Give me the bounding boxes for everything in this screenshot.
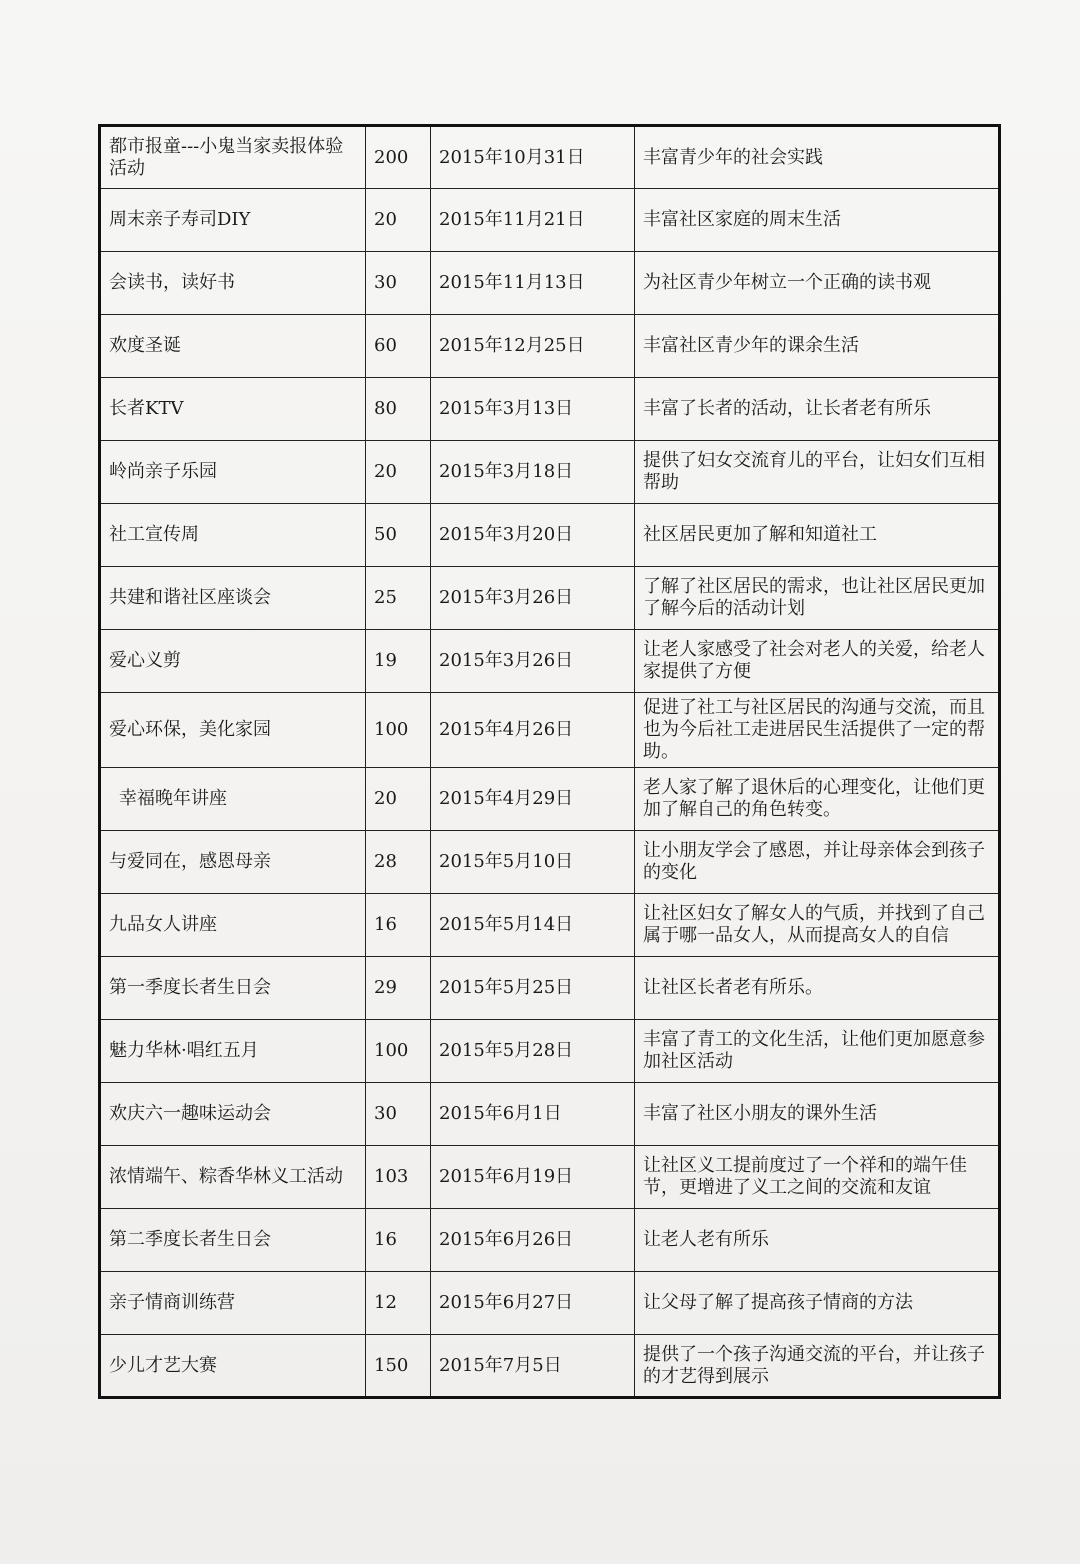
- activity-effect-cell: 为社区青少年树立一个正确的读书观: [635, 252, 1000, 315]
- activity-effect-cell: 丰富青少年的社会实践: [635, 126, 1000, 189]
- activity-effect-cell: 社区居民更加了解和知道社工: [635, 504, 1000, 567]
- activity-name-cell: 长者KTV: [100, 378, 366, 441]
- activity-date-cell: 2015年12月25日: [431, 315, 635, 378]
- activity-table: [98, 124, 1001, 1399]
- participant-count-cell: 25: [366, 567, 431, 630]
- participant-count-cell: 200: [366, 126, 431, 189]
- participant-count-cell: 100: [366, 1020, 431, 1083]
- table-row: [100, 1146, 1000, 1209]
- activity-date-cell: 2015年7月5日: [431, 1335, 635, 1398]
- participant-count-cell: 19: [366, 630, 431, 693]
- participant-count-cell: 30: [366, 252, 431, 315]
- table-row: [100, 831, 1000, 894]
- activity-name-cell: 亲子情商训练营: [100, 1272, 366, 1335]
- participant-count-cell: 100: [366, 693, 431, 768]
- participant-count-cell: 20: [366, 189, 431, 252]
- participant-count-cell: 16: [366, 1209, 431, 1272]
- table-row: [100, 315, 1000, 378]
- activity-date-cell: 2015年11月21日: [431, 189, 635, 252]
- activity-date-cell: 2015年3月13日: [431, 378, 635, 441]
- table-row: [100, 768, 1000, 831]
- activity-date-cell: 2015年3月26日: [431, 630, 635, 693]
- table-row: [100, 567, 1000, 630]
- activity-effect-cell: 让父母了解了提高孩子情商的方法: [635, 1272, 1000, 1335]
- table-row: [100, 504, 1000, 567]
- participant-count-cell: 30: [366, 1083, 431, 1146]
- activity-effect-cell: 丰富了青工的文化生活，让他们更加愿意参加社区活动: [635, 1020, 1000, 1083]
- activity-name-cell: 九品女人讲座: [100, 894, 366, 957]
- participant-count-cell: 28: [366, 831, 431, 894]
- activity-date-cell: 2015年6月27日: [431, 1272, 635, 1335]
- activity-effect-cell: 丰富社区青少年的课余生活: [635, 315, 1000, 378]
- activity-name-cell: 社工宣传周: [100, 504, 366, 567]
- participant-count-cell: 150: [366, 1335, 431, 1398]
- activity-date-cell: 2015年3月18日: [431, 441, 635, 504]
- activity-name-cell: 爱心义剪: [100, 630, 366, 693]
- table-row: [100, 1083, 1000, 1146]
- activity-effect-cell: 丰富了社区小朋友的课外生活: [635, 1083, 1000, 1146]
- activity-date-cell: 2015年5月28日: [431, 1020, 635, 1083]
- activity-effect-cell: 丰富了长者的活动，让长者老有所乐: [635, 378, 1000, 441]
- activity-effect-cell: 让老人家感受了社会对老人的关爱，给老人家提供了方便: [635, 630, 1000, 693]
- activity-date-cell: 2015年5月10日: [431, 831, 635, 894]
- activity-date-cell: 2015年5月14日: [431, 894, 635, 957]
- activity-effect-cell: 让社区妇女了解女人的气质，并找到了自己属于哪一品女人，从而提高女人的自信: [635, 894, 1000, 957]
- activity-name-cell: 爱心环保，美化家园: [100, 693, 366, 768]
- participant-count-cell: 103: [366, 1146, 431, 1209]
- activity-date-cell: 2015年6月1日: [431, 1083, 635, 1146]
- table-row: [100, 378, 1000, 441]
- activity-name-cell: 幸福晚年讲座: [100, 768, 366, 831]
- participant-count-cell: 12: [366, 1272, 431, 1335]
- table-row: [100, 252, 1000, 315]
- table-row: [100, 693, 1000, 768]
- table-row: [100, 441, 1000, 504]
- activity-name-cell: 魅力华林·唱红五月: [100, 1020, 366, 1083]
- activity-date-cell: 2015年10月31日: [431, 126, 635, 189]
- activity-name-cell: 岭尚亲子乐园: [100, 441, 366, 504]
- activity-name-cell: 与爱同在，感恩母亲: [100, 831, 366, 894]
- activity-effect-cell: 提供了一个孩子沟通交流的平台，并让孩子的才艺得到展示: [635, 1335, 1000, 1398]
- activity-name-cell: 会读书，读好书: [100, 252, 366, 315]
- activity-effect-cell: 了解了社区居民的需求，也让社区居民更加了解今后的活动计划: [635, 567, 1000, 630]
- activity-name-cell: 第一季度长者生日会: [100, 957, 366, 1020]
- table-row: [100, 126, 1000, 189]
- participant-count-cell: 16: [366, 894, 431, 957]
- activity-effect-cell: 提供了妇女交流育儿的平台，让妇女们互相帮助: [635, 441, 1000, 504]
- activity-effect-cell: 让社区长者老有所乐。: [635, 957, 1000, 1020]
- participant-count-cell: 20: [366, 768, 431, 831]
- table-row: [100, 894, 1000, 957]
- activity-name-cell: 周末亲子寿司DIY: [100, 189, 366, 252]
- activity-date-cell: 2015年4月26日: [431, 693, 635, 768]
- activity-date-cell: 2015年5月25日: [431, 957, 635, 1020]
- activity-effect-cell: 让社区义工提前度过了一个祥和的端午佳节，更增进了义工之间的交流和友谊: [635, 1146, 1000, 1209]
- table-row: [100, 630, 1000, 693]
- activity-effect-cell: 让老人老有所乐: [635, 1209, 1000, 1272]
- table-row: [100, 1335, 1000, 1398]
- activity-name-cell: 浓情端午、粽香华林义工活动: [100, 1146, 366, 1209]
- activity-date-cell: 2015年3月26日: [431, 567, 635, 630]
- activity-effect-cell: 促进了社工与社区居民的沟通与交流，而且也为今后社工走进居民生活提供了一定的帮助。: [635, 693, 1000, 768]
- activity-date-cell: 2015年6月19日: [431, 1146, 635, 1209]
- table-row: [100, 1020, 1000, 1083]
- activity-date-cell: 2015年4月29日: [431, 768, 635, 831]
- table-row: [100, 1209, 1000, 1272]
- activity-date-cell: 2015年6月26日: [431, 1209, 635, 1272]
- activity-name-cell: 共建和谐社区座谈会: [100, 567, 366, 630]
- activity-date-cell: 2015年11月13日: [431, 252, 635, 315]
- activity-name-cell: 都市报童---小鬼当家卖报体验活动: [100, 126, 366, 189]
- activity-effect-cell: 老人家了解了退休后的心理变化，让他们更加了解自己的角色转变。: [635, 768, 1000, 831]
- activity-name-cell: 第二季度长者生日会: [100, 1209, 366, 1272]
- activity-date-cell: 2015年3月20日: [431, 504, 635, 567]
- participant-count-cell: 20: [366, 441, 431, 504]
- participant-count-cell: 60: [366, 315, 431, 378]
- activity-name-cell: 少儿才艺大赛: [100, 1335, 366, 1398]
- participant-count-cell: 50: [366, 504, 431, 567]
- participant-count-cell: 80: [366, 378, 431, 441]
- table-row: [100, 957, 1000, 1020]
- activity-effect-cell: 让小朋友学会了感恩，并让母亲体会到孩子的变化: [635, 831, 1000, 894]
- table-row: [100, 189, 1000, 252]
- activity-name-cell: 欢庆六一趣味运动会: [100, 1083, 366, 1146]
- participant-count-cell: 29: [366, 957, 431, 1020]
- table-row: [100, 1272, 1000, 1335]
- activity-effect-cell: 丰富社区家庭的周末生活: [635, 189, 1000, 252]
- activity-name-cell: 欢度圣诞: [100, 315, 366, 378]
